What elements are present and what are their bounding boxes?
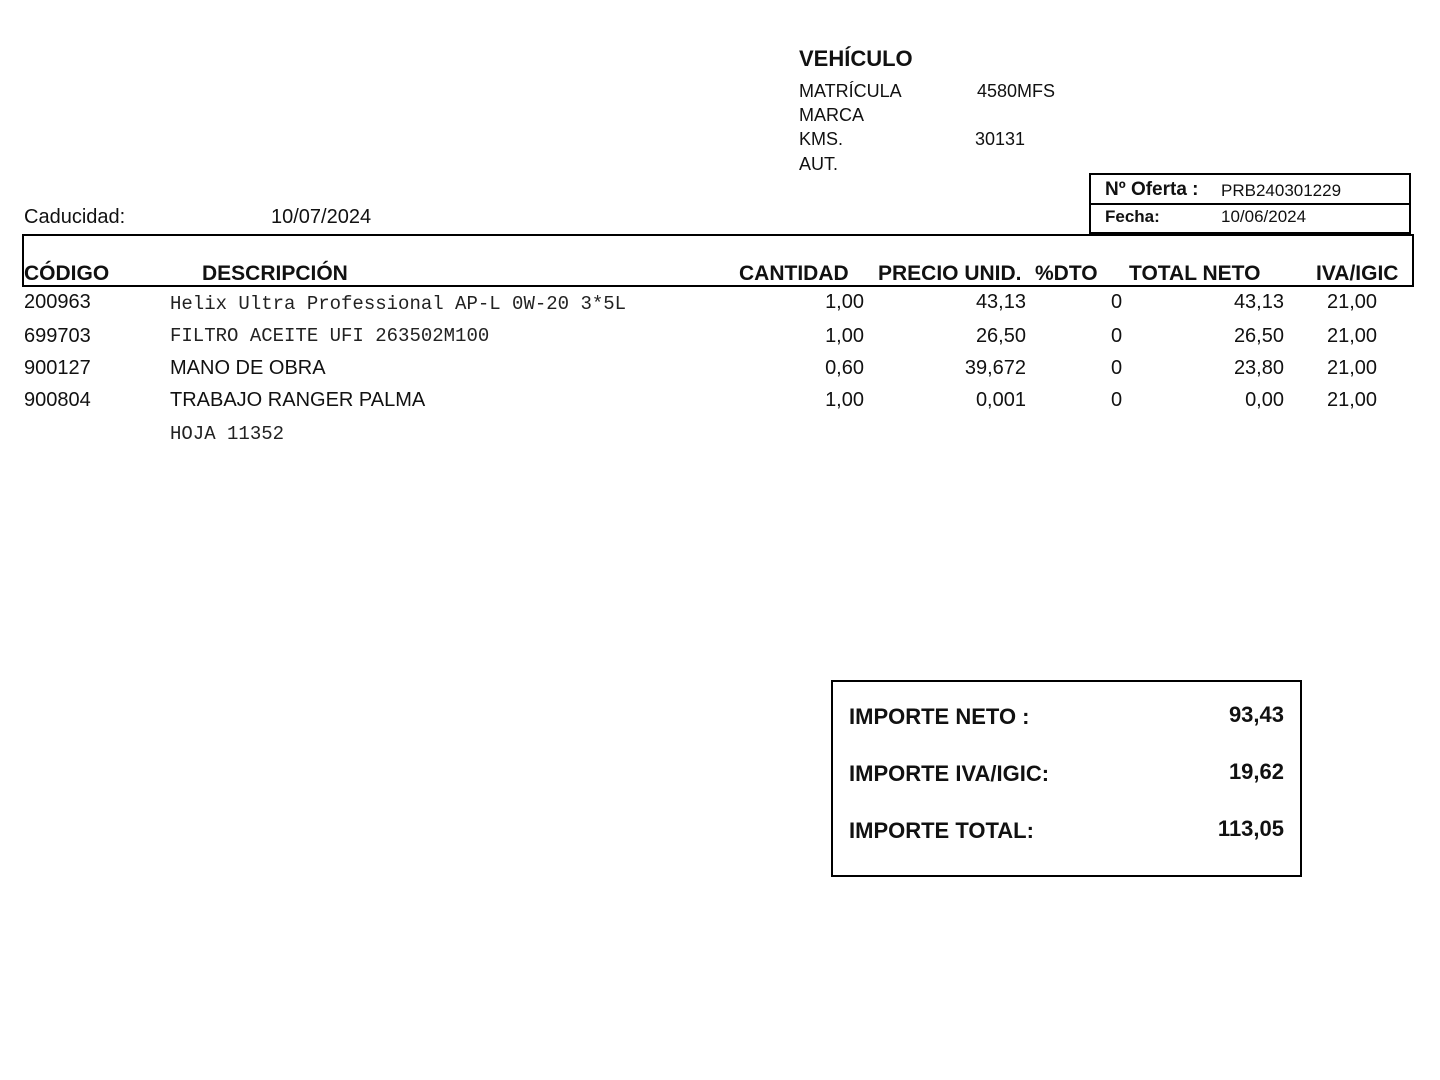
row-note: HOJA 11352 bbox=[170, 423, 285, 445]
row-3-iva: 21,00 bbox=[1327, 357, 1378, 379]
row-3-precio: 39,672 bbox=[964, 357, 1026, 379]
row-4-codigo: 900804 bbox=[24, 389, 91, 411]
importe-iva-label: IMPORTE IVA/IGIC: bbox=[849, 761, 1050, 786]
row-2-descripcion: FILTRO ACEITE UFI 263502M100 bbox=[170, 325, 490, 347]
header-codigo: CÓDIGO bbox=[24, 262, 110, 285]
header-total-neto: TOTAL NETO bbox=[1129, 262, 1261, 285]
oferta-box bbox=[1089, 173, 1411, 234]
row-2-dto: 0 bbox=[1111, 325, 1123, 347]
row-2-iva: 21,00 bbox=[1327, 325, 1378, 347]
header-descripcion: DESCRIPCIÓN bbox=[202, 262, 348, 285]
oferta-date-label: Fecha: bbox=[1105, 207, 1160, 226]
importe-total-label: IMPORTE TOTAL: bbox=[849, 818, 1034, 843]
row-3-descripcion: MANO DE OBRA bbox=[170, 357, 326, 379]
row-4-total: 0,00 bbox=[1245, 389, 1284, 411]
importe-iva-value: 19,62 bbox=[1228, 759, 1284, 784]
row-2-cantidad: 1,00 bbox=[825, 325, 864, 347]
vehicle-label-kms: KMS. bbox=[799, 129, 844, 149]
totals-box bbox=[831, 680, 1302, 877]
row-4-cantidad: 1,00 bbox=[825, 389, 864, 411]
importe-neto-value: 93,43 bbox=[1228, 702, 1284, 727]
row-1-iva: 21,00 bbox=[1327, 291, 1378, 313]
vehicle-label-marca: MARCA bbox=[799, 105, 865, 125]
row-3-total: 23,80 bbox=[1233, 357, 1284, 379]
row-4-descripcion: TRABAJO RANGER PALMA bbox=[170, 389, 426, 411]
row-3-codigo: 900127 bbox=[24, 357, 91, 379]
row-4-iva: 21,00 bbox=[1327, 389, 1378, 411]
vehicle-value-kms: 30131 bbox=[975, 129, 1026, 149]
header-precio: PRECIO UNID. bbox=[878, 262, 1022, 285]
vehicle-label-matricula: MATRÍCULA bbox=[799, 81, 902, 101]
row-2-total: 26,50 bbox=[1233, 325, 1284, 347]
row-2-precio: 26,50 bbox=[975, 325, 1026, 347]
row-1-cantidad: 1,00 bbox=[825, 291, 864, 313]
importe-neto-label: IMPORTE NETO : bbox=[849, 704, 1030, 729]
oferta-number-value: PRB240301229 bbox=[1221, 181, 1342, 200]
row-3-cantidad: 0,60 bbox=[825, 357, 864, 379]
row-1-precio: 43,13 bbox=[975, 291, 1026, 313]
caducidad-value: 10/07/2024 bbox=[271, 206, 372, 228]
header-iva: IVA/IGIC bbox=[1316, 262, 1399, 285]
header-cantidad: CANTIDAD bbox=[739, 262, 849, 285]
header-dto: %DTO bbox=[1035, 262, 1098, 285]
row-1-descripcion: Helix Ultra Professional AP-L 0W-20 3*5L bbox=[170, 293, 627, 315]
vehicle-title: VEHÍCULO bbox=[799, 46, 913, 71]
row-4-dto: 0 bbox=[1111, 389, 1123, 411]
row-1-dto: 0 bbox=[1111, 291, 1123, 313]
vehicle-value-matricula: 4580MFS bbox=[977, 81, 1056, 101]
importe-total-value: 113,05 bbox=[1217, 816, 1284, 841]
oferta-number-label: Nº Oferta : bbox=[1105, 179, 1199, 200]
caducidad-label: Caducidad: bbox=[24, 206, 126, 228]
row-3-dto: 0 bbox=[1111, 357, 1123, 379]
row-1-codigo: 200963 bbox=[24, 291, 91, 313]
oferta-divider bbox=[1091, 203, 1409, 205]
row-4-precio: 0,001 bbox=[975, 389, 1026, 411]
oferta-date-value: 10/06/2024 bbox=[1221, 207, 1307, 226]
row-1-total: 43,13 bbox=[1233, 291, 1284, 313]
vehicle-label-aut: AUT. bbox=[799, 154, 839, 174]
row-2-codigo: 699703 bbox=[24, 325, 91, 347]
